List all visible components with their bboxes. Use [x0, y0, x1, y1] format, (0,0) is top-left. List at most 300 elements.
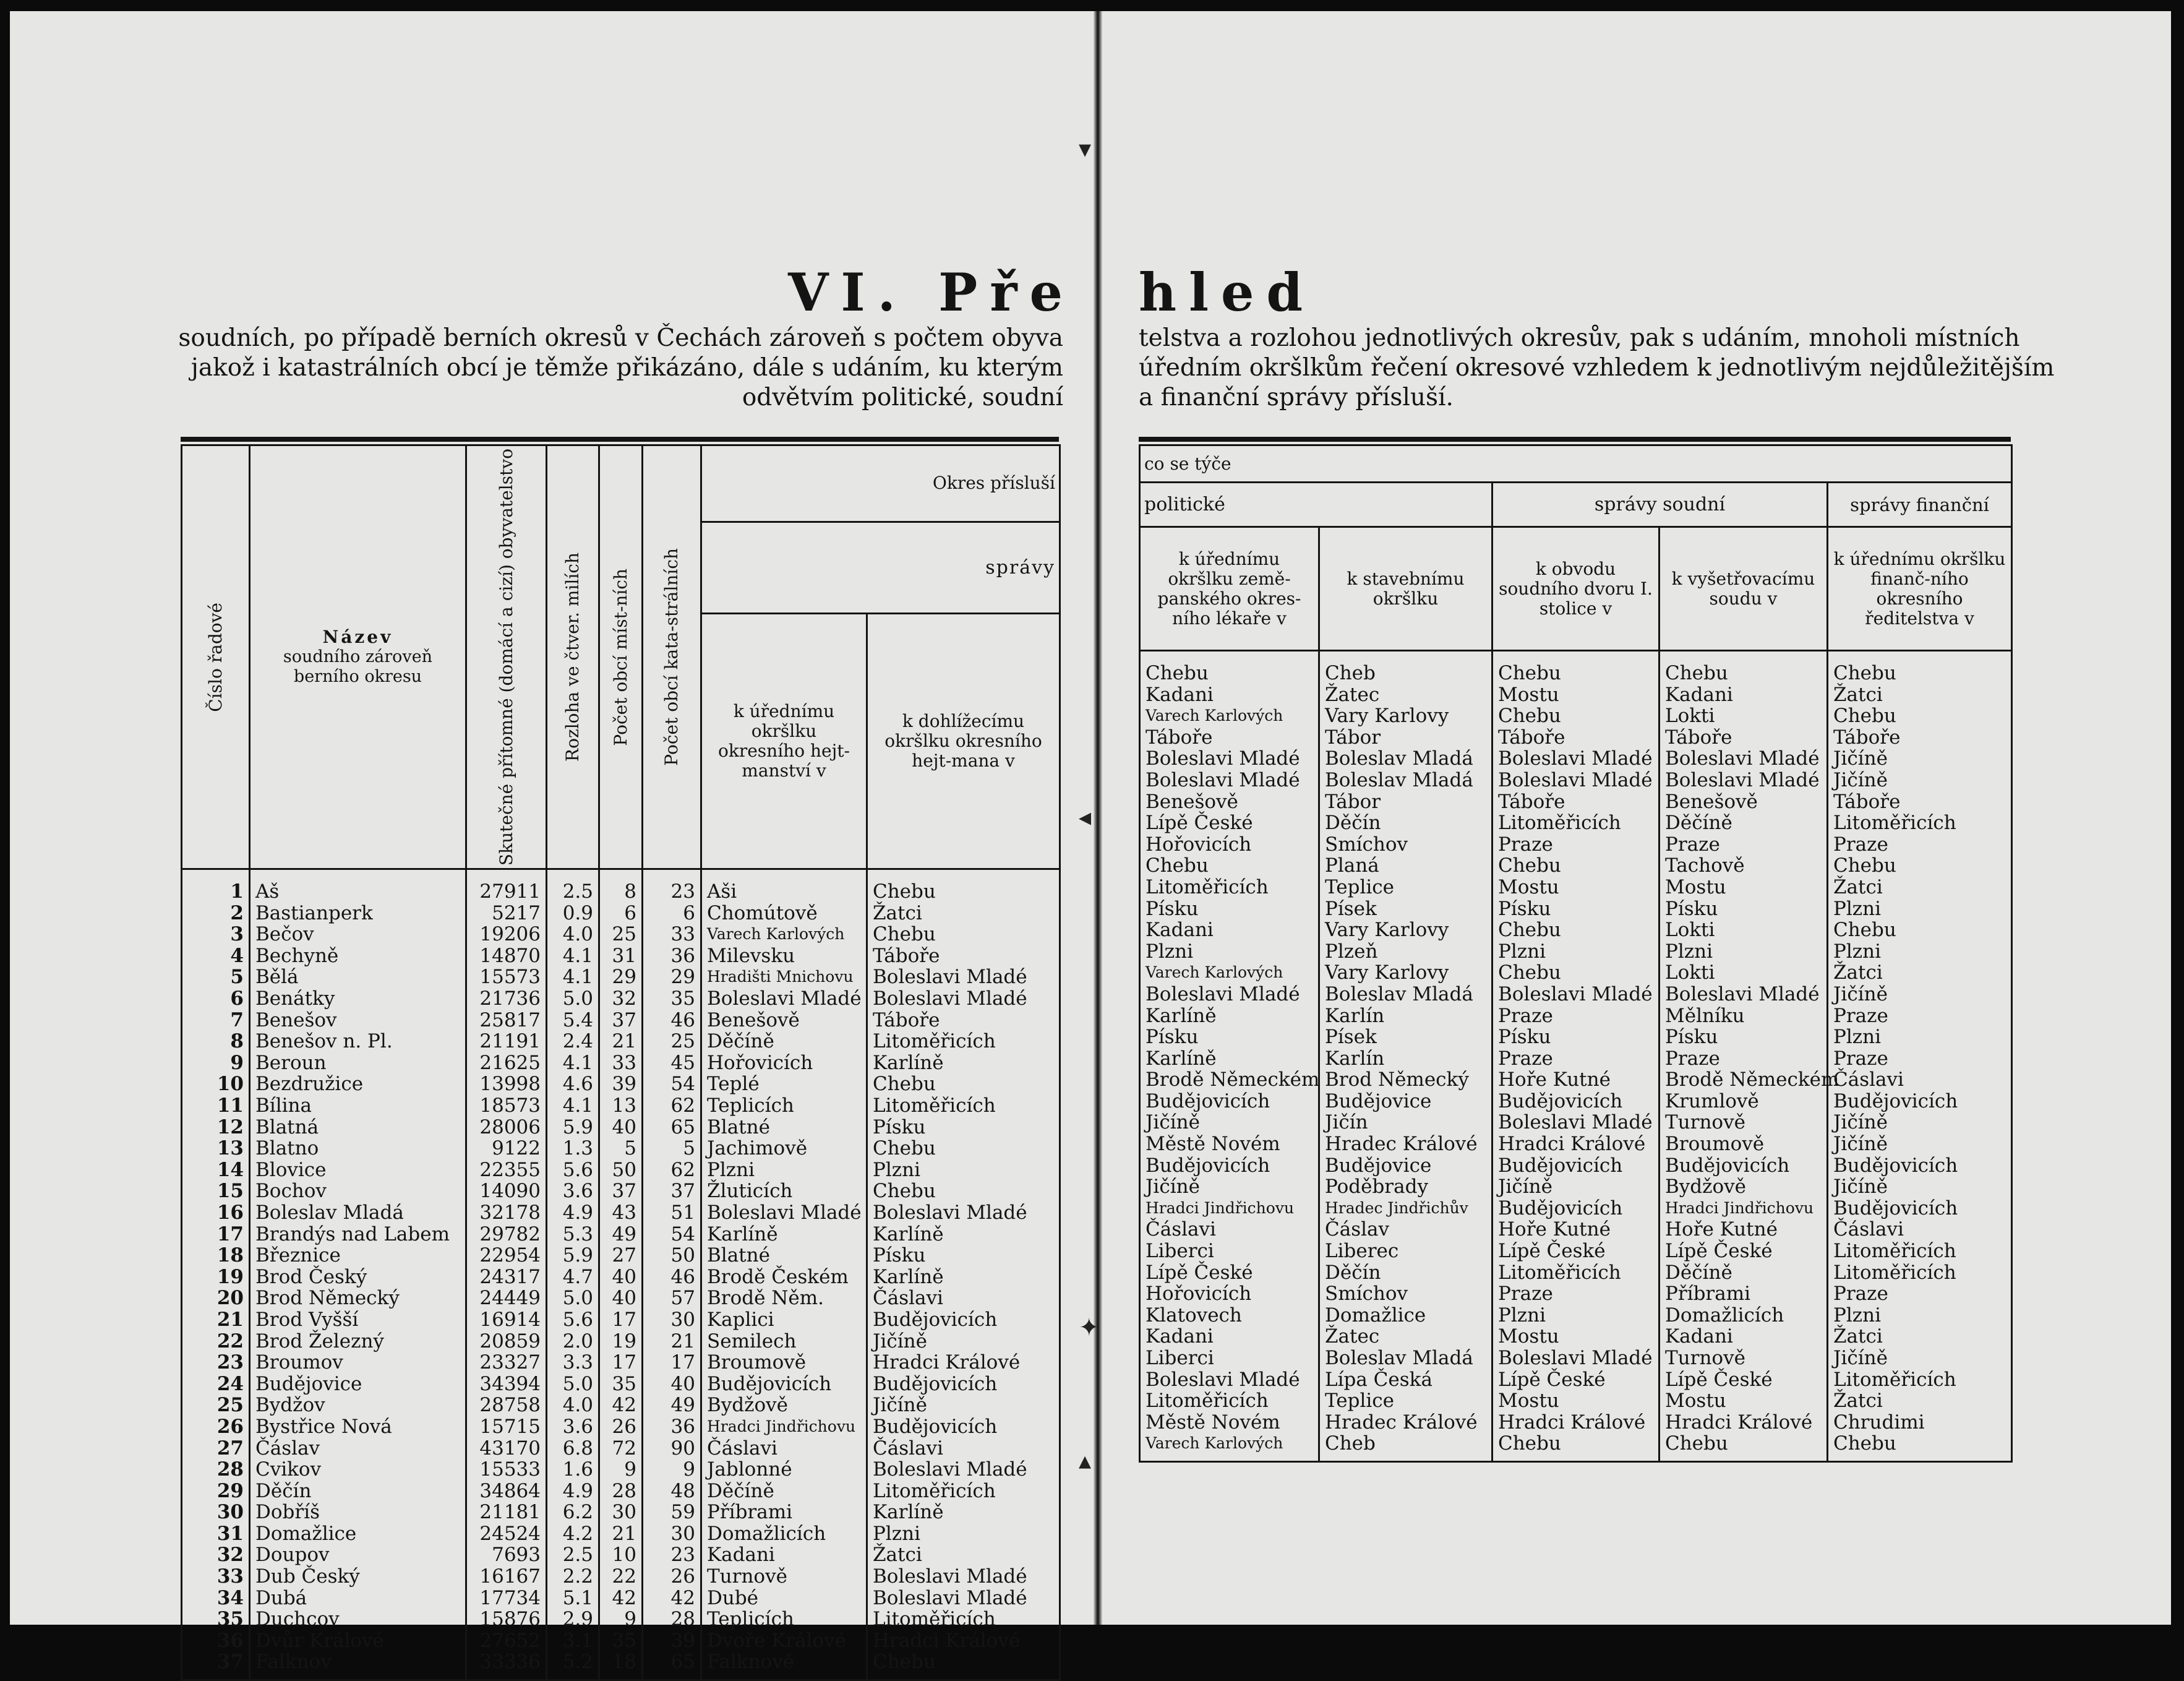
- cell-hejtmanstvi: Teplicích: [701, 1095, 867, 1117]
- cell-rozloha: 4.1: [547, 945, 599, 967]
- cell-lekar: Chebu: [1140, 651, 1319, 684]
- cell-nazev: Brod Vyšší: [250, 1309, 466, 1331]
- cell-cislo: 2: [182, 903, 250, 924]
- cell-vysetrovaci: Praze: [1659, 834, 1828, 856]
- cell-obce-mistni: 21: [599, 1523, 643, 1545]
- cell-lekar: Chebu: [1140, 855, 1319, 877]
- cell-rozloha: 4.6: [547, 1073, 599, 1095]
- cell-hejtmanstvi: Hradci Jindřichovu: [701, 1416, 867, 1438]
- cell-stavebni: Boleslav Mladá: [1319, 984, 1492, 1005]
- cell-lekar: Varech Karlových: [1140, 962, 1319, 984]
- cell-stavebni: Vary Karlovy: [1319, 705, 1492, 727]
- cell-soudni-dvur: Boleslavi Mladé: [1492, 1348, 1659, 1369]
- cell-cislo: 18: [182, 1245, 250, 1266]
- cell-financni: Žatci: [1828, 684, 2012, 706]
- table-row: [182, 1052, 1060, 1074]
- cell-cislo: 33: [182, 1566, 250, 1588]
- table-row: [182, 1309, 1060, 1331]
- cell-stavebni: Planá: [1319, 855, 1492, 877]
- cell-cislo: 9: [182, 1052, 250, 1074]
- cell-obyvatelstvo: 15533: [466, 1459, 547, 1481]
- cell-financni: Jičíně: [1828, 1133, 2012, 1155]
- cell-obce-katastralni: 35: [643, 988, 701, 1010]
- cell-hejtman: Boleslavi Mladé: [867, 1566, 1060, 1588]
- cell-lekar: Boleslavi Mladé: [1140, 748, 1319, 770]
- table-row: [182, 1202, 1060, 1224]
- cell-lekar: Hradci Jindřichovu: [1140, 1198, 1319, 1219]
- cell-vysetrovaci: Mělníku: [1659, 1005, 1828, 1027]
- cell-lekar: Hořovicích: [1140, 1283, 1319, 1305]
- cell-lekar: Lípě České: [1140, 1262, 1319, 1284]
- cell-obce-katastralni: 26: [643, 1566, 701, 1588]
- table-row: [182, 1374, 1060, 1395]
- cell-obce-mistni: 50: [599, 1159, 643, 1181]
- cell-soudni-dvur: Boleslavi Mladé: [1492, 984, 1659, 1005]
- cell-vysetrovaci: Lokti: [1659, 705, 1828, 727]
- cell-obyvatelstvo: 24524: [466, 1523, 547, 1545]
- col-header-rozloha: Rozloha ve čtver. milích: [547, 445, 599, 869]
- cell-obce-mistni: 17: [599, 1309, 643, 1331]
- cell-stavebni: Teplice: [1319, 1390, 1492, 1412]
- cell-obyvatelstvo: 34394: [466, 1374, 547, 1395]
- cell-nazev: Aš: [250, 869, 466, 903]
- cell-nazev: Bílina: [250, 1095, 466, 1117]
- cell-cislo: 7: [182, 1010, 250, 1031]
- cell-rozloha: 2.9: [547, 1609, 599, 1630]
- col-header-okres-prislusi: Okres přísluší: [701, 445, 1060, 522]
- cell-lekar: Kadani: [1140, 919, 1319, 941]
- table-row: [1140, 770, 2012, 791]
- table-row: [1140, 1348, 2012, 1369]
- cell-hejtmanstvi: Turnově: [701, 1566, 867, 1588]
- table-row: [1140, 1390, 2012, 1412]
- cell-obyvatelstvo: 15715: [466, 1416, 547, 1438]
- cell-vysetrovaci: Boleslavi Mladé: [1659, 984, 1828, 1005]
- cell-hejtman: Táboře: [867, 945, 1060, 967]
- cell-nazev: Blovice: [250, 1159, 466, 1181]
- table-row: [182, 1566, 1060, 1588]
- table-row: [1140, 855, 2012, 877]
- cell-cislo: 24: [182, 1374, 250, 1395]
- table-row: [1140, 1262, 2012, 1284]
- cell-vysetrovaci: Turnově: [1659, 1348, 1828, 1369]
- cell-rozloha: 6.8: [547, 1438, 599, 1460]
- cell-hejtmanstvi: Kadani: [701, 1544, 867, 1566]
- cell-stavebni: Karlín: [1319, 1048, 1492, 1070]
- cell-stavebni: Budějovice: [1319, 1155, 1492, 1177]
- cell-obce-mistni: 10: [599, 1544, 643, 1566]
- cell-rozloha: 2.2: [547, 1566, 599, 1588]
- cell-nazev: Dobříš: [250, 1502, 466, 1523]
- cell-obce-katastralni: 36: [643, 1416, 701, 1438]
- col-header-co-se-tyce: co se týče: [1140, 445, 2012, 483]
- cell-obyvatelstvo: 14870: [466, 945, 547, 967]
- cell-obce-mistni: 26: [599, 1416, 643, 1438]
- table-row: [1140, 1069, 2012, 1091]
- col-header-hejtmanstvi: k úřednímu okršlku okresního hejt-manství v: [701, 614, 867, 869]
- cell-vysetrovaci: Hradci Králové: [1659, 1412, 1828, 1434]
- cell-nazev: Březnice: [250, 1245, 466, 1266]
- cell-hejtmanstvi: Varech Karlových: [701, 924, 867, 945]
- cell-stavebni: Hradec Králové: [1319, 1412, 1492, 1434]
- cell-stavebni: Vary Karlovy: [1319, 919, 1492, 941]
- cell-rozloha: 4.1: [547, 1052, 599, 1074]
- table-row: [1140, 1326, 2012, 1348]
- cell-soudni-dvur: Mostu: [1492, 1326, 1659, 1348]
- cell-cislo: 20: [182, 1288, 250, 1309]
- cell-hejtmanstvi: Broumově: [701, 1352, 867, 1374]
- cell-financni: Jičíně: [1828, 748, 2012, 770]
- cell-obce-katastralni: 42: [643, 1588, 701, 1609]
- cell-obce-katastralni: 40: [643, 1374, 701, 1395]
- col-header-lekar: k úřednímu okršlku země-panského okres-ního lékaře v: [1140, 527, 1319, 651]
- cell-cislo: 27: [182, 1438, 250, 1460]
- table-row: [182, 1117, 1060, 1138]
- cell-obce-mistni: 40: [599, 1117, 643, 1138]
- table-row: [1140, 1112, 2012, 1133]
- cell-stavebni: Žatec: [1319, 1326, 1492, 1348]
- cell-stavebni: Budějovice: [1319, 1091, 1492, 1112]
- cell-cislo: 28: [182, 1459, 250, 1481]
- col-header-soudni-dvur: k obvodu soudního dvoru I. stolice v: [1492, 527, 1659, 651]
- cell-hejtmanstvi: Chomútově: [701, 903, 867, 924]
- cell-rozloha: 5.3: [547, 1224, 599, 1245]
- cell-obce-katastralni: 30: [643, 1523, 701, 1545]
- cell-obce-katastralni: 59: [643, 1502, 701, 1523]
- table-row: [182, 1159, 1060, 1181]
- cell-soudni-dvur: Chebu: [1492, 962, 1659, 984]
- cell-obce-mistni: 13: [599, 1095, 643, 1117]
- intro-line: a finanční správy přísluší.: [1139, 384, 1454, 411]
- table-row: [1140, 919, 2012, 941]
- cell-obyvatelstvo: 22355: [466, 1159, 547, 1181]
- cell-financni: Praze: [1828, 1048, 2012, 1070]
- cell-stavebni: Boleslav Mladá: [1319, 748, 1492, 770]
- cell-nazev: Cvikov: [250, 1459, 466, 1481]
- cell-hejtmanstvi: Hořovicích: [701, 1052, 867, 1074]
- cell-vysetrovaci: Lokti: [1659, 962, 1828, 984]
- cell-obce-katastralni: 23: [643, 869, 701, 903]
- cell-rozloha: 6.2: [547, 1502, 599, 1523]
- cell-obce-mistni: 35: [599, 1630, 643, 1652]
- cell-rozloha: 2.4: [547, 1031, 599, 1052]
- cell-obce-mistni: 6: [599, 903, 643, 924]
- cell-nazev: Bělá: [250, 966, 466, 988]
- cell-vysetrovaci: Hoře Kutné: [1659, 1219, 1828, 1240]
- cell-vysetrovaci: Příbrami: [1659, 1283, 1828, 1305]
- cell-stavebni: Brod Německý: [1319, 1069, 1492, 1091]
- cell-lekar: Liberci: [1140, 1240, 1319, 1262]
- cell-vysetrovaci: Bydžově: [1659, 1176, 1828, 1198]
- cell-cislo: 34: [182, 1588, 250, 1609]
- cell-obce-katastralni: 50: [643, 1245, 701, 1266]
- cell-lekar: Městě Novém: [1140, 1133, 1319, 1155]
- cell-soudni-dvur: Mostu: [1492, 877, 1659, 898]
- cell-obce-katastralni: 6: [643, 903, 701, 924]
- table-row: [1140, 727, 2012, 749]
- table-row: [1140, 1091, 2012, 1112]
- cell-hejtman: Chebu: [867, 1138, 1060, 1159]
- cell-stavebni: Plzeň: [1319, 941, 1492, 963]
- cell-hejtmanstvi: Benešově: [701, 1010, 867, 1031]
- cell-rozloha: 2.5: [547, 1544, 599, 1566]
- table-row: [1140, 705, 2012, 727]
- cell-obyvatelstvo: 24317: [466, 1266, 547, 1288]
- cell-cislo: 3: [182, 924, 250, 945]
- cell-rozloha: 1.6: [547, 1459, 599, 1481]
- table-row: [1140, 791, 2012, 813]
- cell-vysetrovaci: Brodě Německém: [1659, 1069, 1828, 1091]
- cell-stavebni: Boleslav Mladá: [1319, 1348, 1492, 1369]
- cell-nazev: Brod Německý: [250, 1288, 466, 1309]
- intro-text-left: [173, 324, 1063, 413]
- cell-hejtman: Boleslavi Mladé: [867, 988, 1060, 1010]
- cell-stavebni: Děčín: [1319, 812, 1492, 834]
- cell-soudni-dvur: Chebu: [1492, 705, 1659, 727]
- book-gutter: [1094, 11, 1102, 1625]
- cell-obyvatelstvo: 5217: [466, 903, 547, 924]
- table-row: [1140, 941, 2012, 963]
- cell-vysetrovaci: Mostu: [1659, 1390, 1828, 1412]
- cell-hejtmanstvi: Jachimově: [701, 1138, 867, 1159]
- cell-stavebni: Jičín: [1319, 1112, 1492, 1133]
- cell-hejtmanstvi: Milevsku: [701, 945, 867, 967]
- table-row: [182, 1138, 1060, 1159]
- cell-nazev: Domažlice: [250, 1523, 466, 1545]
- cell-obyvatelstvo: 32178: [466, 1202, 547, 1224]
- cell-obce-mistni: 31: [599, 945, 643, 967]
- cell-obce-mistni: 30: [599, 1502, 643, 1523]
- cell-soudni-dvur: Mostu: [1492, 1390, 1659, 1412]
- cell-vysetrovaci: Krumlově: [1659, 1091, 1828, 1112]
- gutter-mark: ▾: [1079, 135, 1092, 163]
- table-row: [1140, 1198, 2012, 1219]
- cell-obyvatelstvo: 7693: [466, 1544, 547, 1566]
- table-row: [182, 924, 1060, 945]
- col-header-hejtman: k dohlížecímu okršlku okresního hejt-mana v: [867, 614, 1060, 869]
- cell-obyvatelstvo: 21625: [466, 1052, 547, 1074]
- page-title-left: VI. Pře: [788, 262, 1075, 323]
- col-header-spravy-soudni: správy soudní: [1492, 483, 1828, 527]
- cell-financni: Budějovicích: [1828, 1091, 2012, 1112]
- cell-hejtmanstvi: Blatné: [701, 1117, 867, 1138]
- cell-obce-katastralni: 28: [643, 1609, 701, 1630]
- table-row: [1140, 877, 2012, 898]
- cell-obce-katastralni: 51: [643, 1202, 701, 1224]
- cell-soudni-dvur: Boleslavi Mladé: [1492, 748, 1659, 770]
- cell-financni: Chebu: [1828, 1433, 2012, 1461]
- cell-lekar: Písku: [1140, 1026, 1319, 1048]
- cell-hejtmanstvi: Karlíně: [701, 1224, 867, 1245]
- cell-hejtman: Boleslavi Mladé: [867, 1459, 1060, 1481]
- cell-hejtmanstvi: Bydžově: [701, 1395, 867, 1416]
- cell-soudni-dvur: Jičíně: [1492, 1176, 1659, 1198]
- cell-vysetrovaci: Hradci Jindřichovu: [1659, 1198, 1828, 1219]
- cell-soudni-dvur: Budějovicích: [1492, 1155, 1659, 1177]
- col-header-financni: k úřednímu okršlku finanč-ního okresního ředitelstva v: [1828, 527, 2012, 651]
- cell-hejtman: Karlíně: [867, 1502, 1060, 1523]
- cell-cislo: 36: [182, 1630, 250, 1652]
- cell-financni: Budějovicích: [1828, 1198, 2012, 1219]
- cell-obce-katastralni: 54: [643, 1224, 701, 1245]
- cell-obyvatelstvo: 14090: [466, 1180, 547, 1202]
- cell-hejtman: Hradci Králové: [867, 1352, 1060, 1374]
- cell-obce-mistni: 29: [599, 966, 643, 988]
- table-row: [182, 1010, 1060, 1031]
- table-row: [1140, 1219, 2012, 1240]
- cell-cislo: 22: [182, 1331, 250, 1352]
- table-row: [182, 1224, 1060, 1245]
- cell-soudni-dvur: Praze: [1492, 1283, 1659, 1305]
- table-row: [1140, 1133, 2012, 1155]
- table-row: [182, 1245, 1060, 1266]
- cell-soudni-dvur: Praze: [1492, 1048, 1659, 1070]
- cell-hejtmanstvi: Dubé: [701, 1588, 867, 1609]
- cell-obyvatelstvo: 15573: [466, 966, 547, 988]
- cell-nazev: Budějovice: [250, 1374, 466, 1395]
- table-row: [1140, 962, 2012, 984]
- cell-stavebni: Hradec Jindřichův: [1319, 1198, 1492, 1219]
- cell-vysetrovaci: Lípě České: [1659, 1369, 1828, 1391]
- cell-hejtmanstvi: Blatné: [701, 1245, 867, 1266]
- cell-lekar: Benešově: [1140, 791, 1319, 813]
- cell-obce-mistni: 39: [599, 1073, 643, 1095]
- cell-financni: Praze: [1828, 1283, 2012, 1305]
- cell-nazev: Dvůr Králové: [250, 1630, 466, 1652]
- cell-obyvatelstvo: 9122: [466, 1138, 547, 1159]
- cell-obyvatelstvo: 24449: [466, 1288, 547, 1309]
- table-row: [1140, 1005, 2012, 1027]
- cell-nazev: Bečov: [250, 924, 466, 945]
- cell-rozloha: 5.2: [547, 1651, 599, 1680]
- cell-obce-katastralni: 36: [643, 945, 701, 967]
- cell-hejtman: Budějovicích: [867, 1416, 1060, 1438]
- cell-obyvatelstvo: 18573: [466, 1095, 547, 1117]
- cell-hejtmanstvi: Příbrami: [701, 1502, 867, 1523]
- cell-soudni-dvur: Lípě České: [1492, 1240, 1659, 1262]
- cell-hejtmanstvi: Dvoře Králové: [701, 1630, 867, 1652]
- cell-obce-mistni: 21: [599, 1031, 643, 1052]
- cell-obce-katastralni: 62: [643, 1095, 701, 1117]
- cell-vysetrovaci: Lípě České: [1659, 1240, 1828, 1262]
- cell-stavebni: Liberec: [1319, 1240, 1492, 1262]
- cell-hejtman: Litoměřicích: [867, 1609, 1060, 1630]
- col-header-spravy-financni: správy finanční: [1828, 483, 2012, 527]
- cell-obce-mistni: 28: [599, 1481, 643, 1502]
- table-row: [1140, 1176, 2012, 1198]
- cell-rozloha: 2.5: [547, 869, 599, 903]
- cell-hejtmanstvi: Semilech: [701, 1331, 867, 1352]
- cell-financni: Budějovicích: [1828, 1155, 2012, 1177]
- cell-cislo: 30: [182, 1502, 250, 1523]
- cell-nazev: Benátky: [250, 988, 466, 1010]
- cell-obce-mistni: 40: [599, 1288, 643, 1309]
- cell-lekar: Liberci: [1140, 1348, 1319, 1369]
- left-page: [10, 11, 1100, 1674]
- cell-vysetrovaci: Písku: [1659, 898, 1828, 920]
- cell-lekar: Litoměřicích: [1140, 1390, 1319, 1412]
- cell-financni: Chebu: [1828, 919, 2012, 941]
- table-row: [182, 1630, 1060, 1652]
- cell-soudni-dvur: Písku: [1492, 898, 1659, 920]
- table-row: [182, 1609, 1060, 1630]
- col-header-obce-mistni: Počet obcí míst-ních: [599, 445, 643, 869]
- cell-hejtmanstvi: Čáslavi: [701, 1438, 867, 1460]
- table-row: [182, 1502, 1060, 1523]
- cell-vysetrovaci: Kadani: [1659, 1326, 1828, 1348]
- cell-hejtman: Karlíně: [867, 1052, 1060, 1074]
- cell-hejtman: Boleslavi Mladé: [867, 966, 1060, 988]
- cell-hejtman: Písku: [867, 1245, 1060, 1266]
- cell-obce-katastralni: 30: [643, 1309, 701, 1331]
- cell-soudni-dvur: Táboře: [1492, 791, 1659, 813]
- cell-hejtman: Jičíně: [867, 1331, 1060, 1352]
- cell-stavebni: Cheb: [1319, 1433, 1492, 1461]
- cell-vysetrovaci: Kadani: [1659, 684, 1828, 706]
- col-header-politicke: politické: [1140, 483, 1492, 527]
- cell-financni: Táboře: [1828, 791, 2012, 813]
- cell-hejtman: Táboře: [867, 1010, 1060, 1031]
- cell-lekar: Kadani: [1140, 1326, 1319, 1348]
- cell-obyvatelstvo: 25817: [466, 1010, 547, 1031]
- intro-line: telstva a rozlohou jednotlivých okresův, pak s udáním, mnoholi místních: [1139, 324, 2020, 352]
- cell-hejtmanstvi: Aši: [701, 869, 867, 903]
- cell-hejtman: Chebu: [867, 1180, 1060, 1202]
- table-row: [1140, 898, 2012, 920]
- cell-hejtmanstvi: Domažlicích: [701, 1523, 867, 1545]
- intro-line: odvětvím politické, soudní: [742, 384, 1063, 411]
- cell-financni: Jičíně: [1828, 984, 2012, 1005]
- cell-lekar: Kadani: [1140, 684, 1319, 706]
- table-row: [1140, 1026, 2012, 1048]
- cell-obce-katastralni: 9: [643, 1459, 701, 1481]
- table-row: [1140, 684, 2012, 706]
- cell-soudni-dvur: Mostu: [1492, 684, 1659, 706]
- table-row: [1140, 1369, 2012, 1391]
- cell-hejtmanstvi: Kaplici: [701, 1309, 867, 1331]
- cell-hejtman: Karlíně: [867, 1224, 1060, 1245]
- cell-stavebni: Vary Karlovy: [1319, 962, 1492, 984]
- cell-vysetrovaci: Boleslavi Mladé: [1659, 748, 1828, 770]
- cell-obyvatelstvo: 19206: [466, 924, 547, 945]
- top-rule-left: [181, 437, 1059, 442]
- table-row: [182, 1180, 1060, 1202]
- table-row: [182, 1331, 1060, 1352]
- cell-soudni-dvur: Chebu: [1492, 651, 1659, 684]
- cell-obyvatelstvo: 15876: [466, 1609, 547, 1630]
- cell-lekar: Karlíně: [1140, 1005, 1319, 1027]
- cell-vysetrovaci: Tachově: [1659, 855, 1828, 877]
- table-row: [1140, 1412, 2012, 1434]
- cell-obce-mistni: 35: [599, 1374, 643, 1395]
- table-row: [182, 1588, 1060, 1609]
- cell-financni: Táboře: [1828, 727, 2012, 749]
- cell-lekar: Varech Karlových: [1140, 705, 1319, 727]
- cell-rozloha: 5.0: [547, 1374, 599, 1395]
- cell-rozloha: 4.9: [547, 1202, 599, 1224]
- cell-vysetrovaci: Děčíně: [1659, 812, 1828, 834]
- table-row: [182, 1073, 1060, 1095]
- cell-hejtman: Písku: [867, 1117, 1060, 1138]
- cell-financni: Chebu: [1828, 855, 2012, 877]
- cell-rozloha: 2.0: [547, 1331, 599, 1352]
- cell-financni: Žatci: [1828, 877, 2012, 898]
- cell-nazev: Boleslav Mladá: [250, 1202, 466, 1224]
- cell-financni: Čáslavi: [1828, 1219, 2012, 1240]
- cell-obce-mistni: 72: [599, 1438, 643, 1460]
- cell-nazev: Děčín: [250, 1481, 466, 1502]
- cell-lekar: Jičíně: [1140, 1176, 1319, 1198]
